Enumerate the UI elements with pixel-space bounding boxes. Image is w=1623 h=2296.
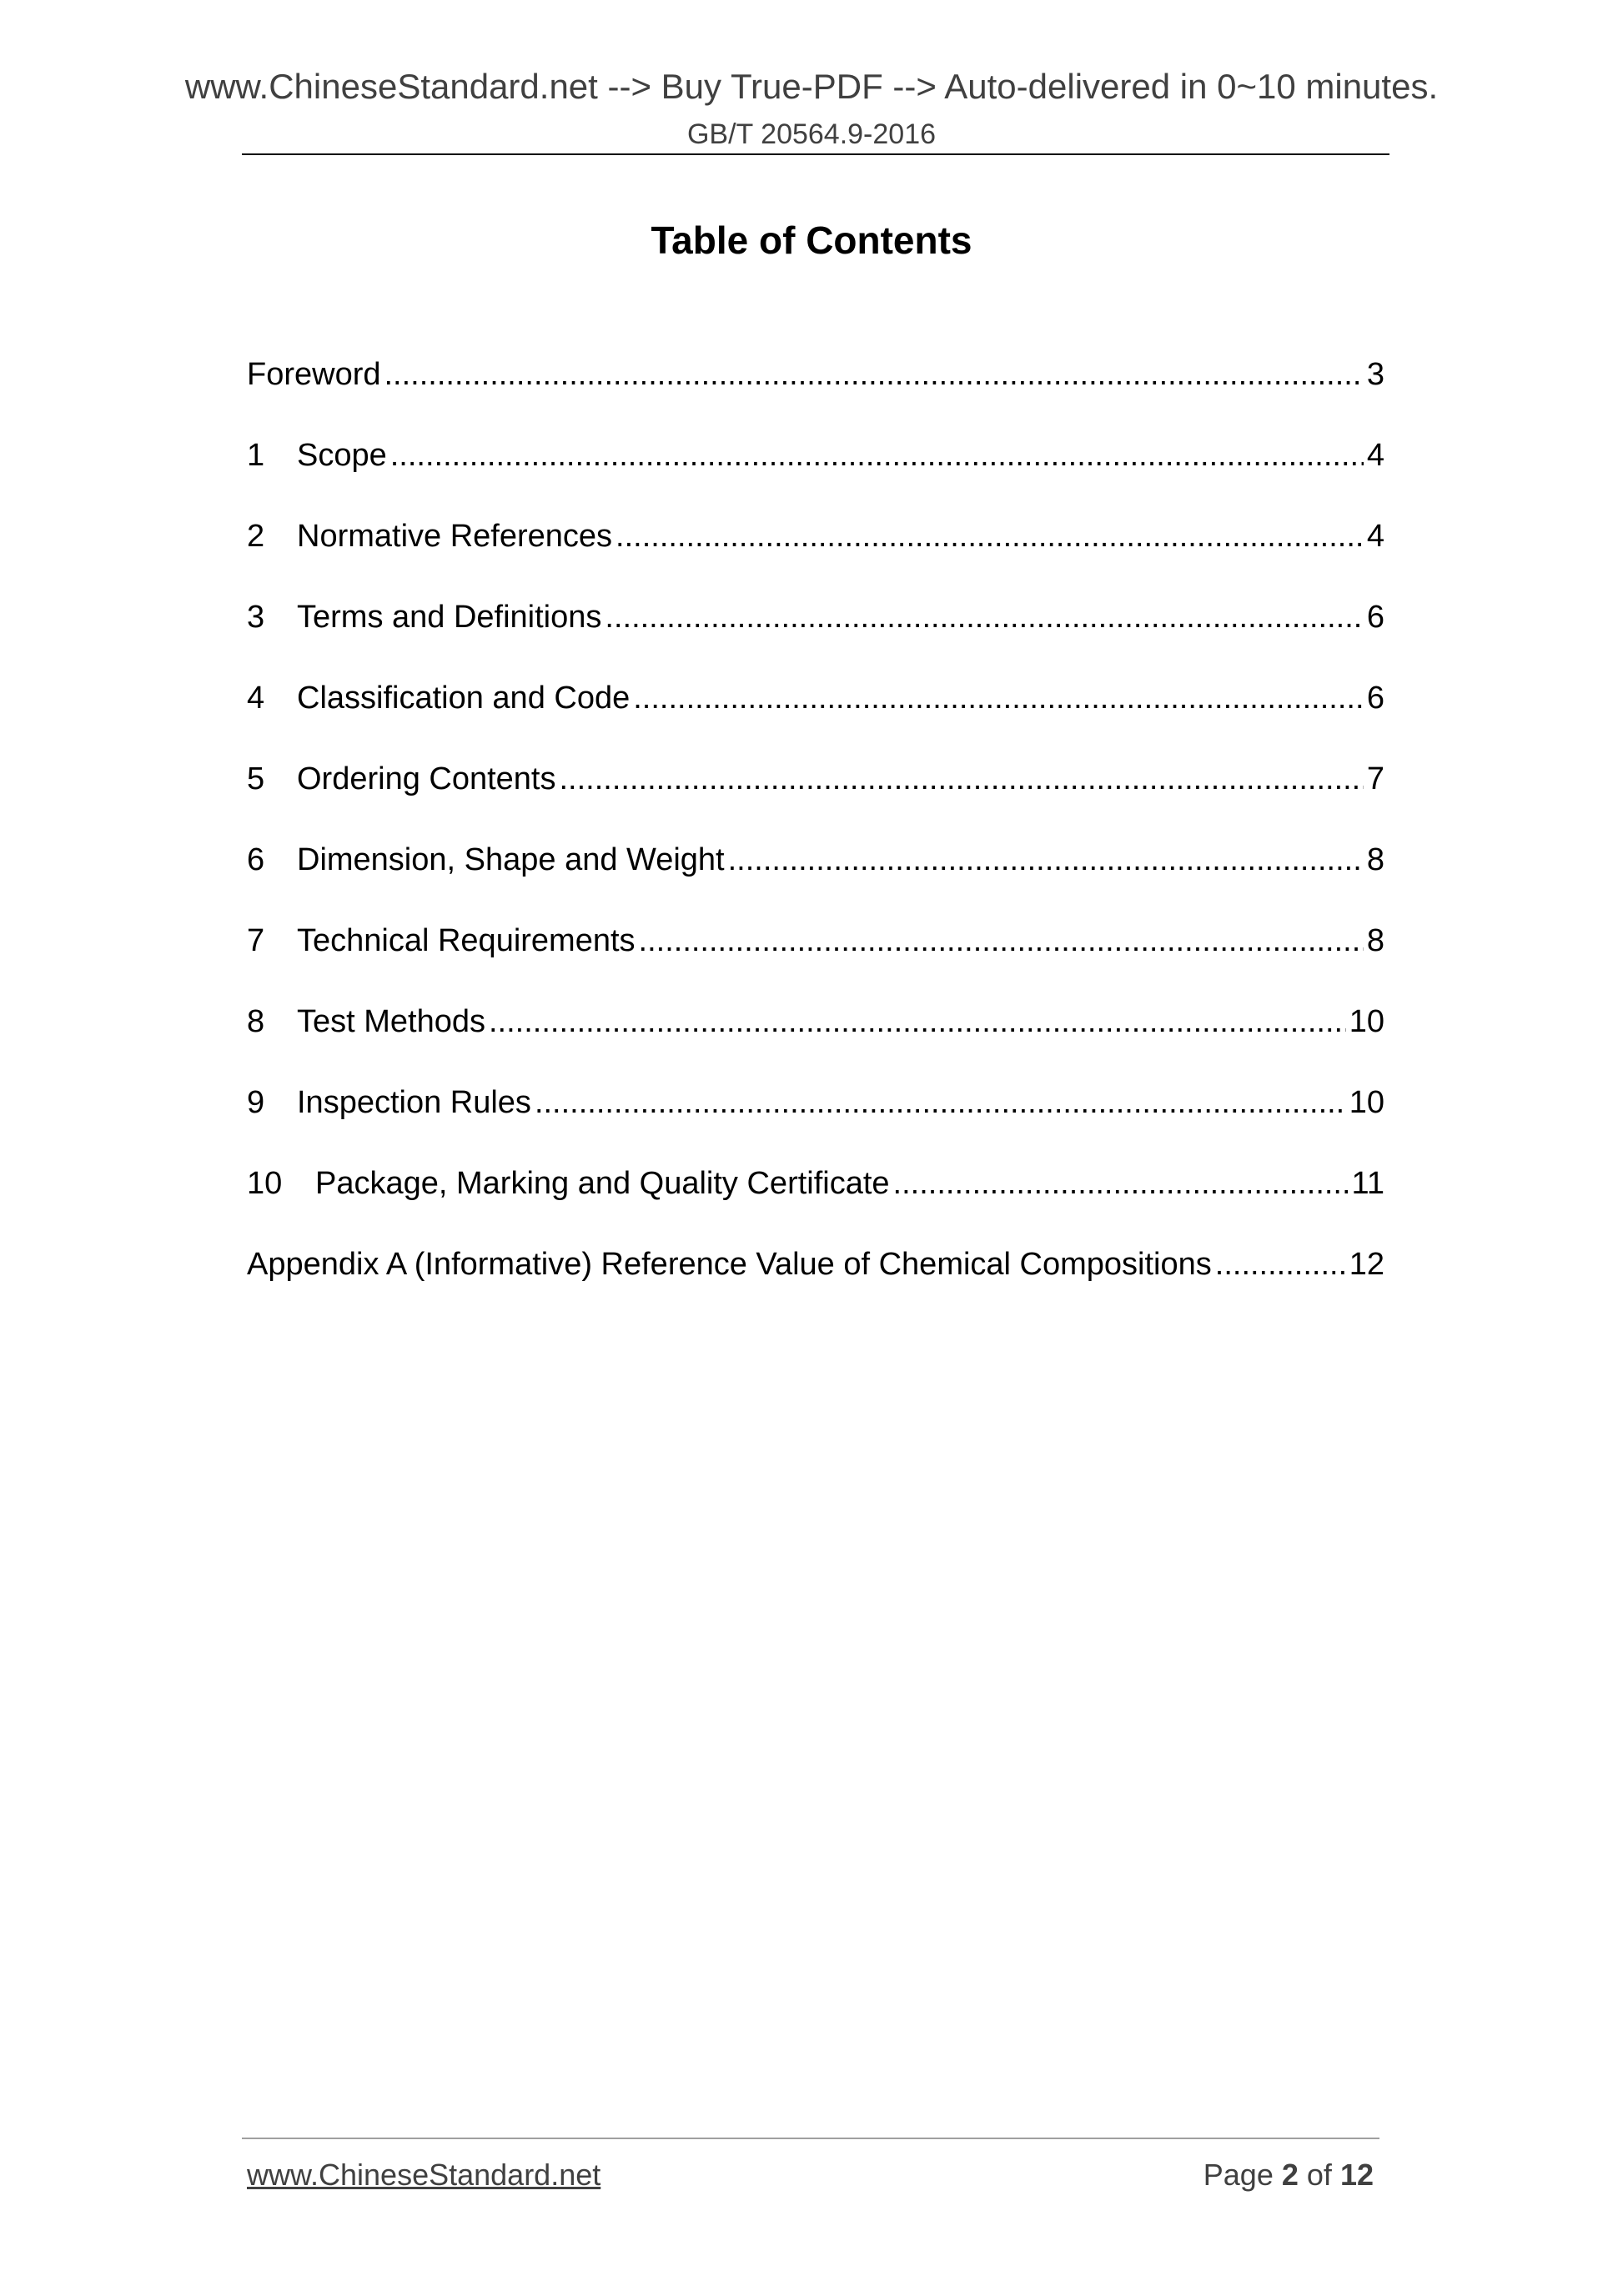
toc-leader-dots: [390, 432, 1364, 479]
toc-entry-normative-references[interactable]: [247, 513, 1384, 594]
toc-entry-label: Test Methods: [297, 1004, 485, 1039]
toc-leader-dots: [560, 756, 1364, 802]
toc-entry-page: 3: [1366, 357, 1384, 392]
toc-leader-dots: [1215, 1241, 1346, 1288]
toc-entry-page: 6: [1366, 681, 1384, 716]
toc-leader-dots: [605, 594, 1363, 641]
toc-entry-number: 8: [247, 1004, 265, 1039]
toc-entry-label: Appendix A (Informative) Reference Value of Chemical Compositions: [247, 1247, 1212, 1282]
page-total: 12: [1339, 2158, 1374, 2192]
toc-entry-label: Inspection Rules: [297, 1085, 531, 1120]
page-number: [1203, 2155, 1374, 2195]
header-divider: [242, 153, 1389, 155]
toc-entry-label: Terms and Definitions: [297, 600, 602, 635]
toc-entry-ordering-contents[interactable]: [247, 756, 1384, 837]
toc-entry-label: Dimension, Shape and Weight: [297, 842, 725, 877]
toc-entry-page: 4: [1366, 519, 1384, 554]
toc-entry-label: Normative References: [297, 519, 613, 554]
toc-entry-number: 2: [247, 519, 265, 554]
footer-divider: [242, 2138, 1379, 2139]
toc-leader-dots: [616, 513, 1364, 560]
toc-entry-foreword[interactable]: [247, 351, 1384, 432]
header-banner: www.ChineseStandard.net --> Buy True-PDF --> Auto-delivered in 0~10 minutes.: [184, 67, 1439, 106]
toc-entry-number: 6: [247, 842, 265, 877]
page-of: of: [1306, 2158, 1332, 2192]
toc-entry-page: 10: [1349, 1004, 1384, 1039]
toc-entry-inspection-rules[interactable]: [247, 1079, 1384, 1160]
toc-entry-label: Package, Marking and Quality Certificate: [315, 1166, 890, 1201]
toc-entry-number: 4: [247, 681, 265, 716]
toc-entry-page: 10: [1349, 1085, 1384, 1120]
toc-entry-number: 9: [247, 1085, 265, 1120]
footer-website-link[interactable]: www.ChineseStandard.net: [247, 2158, 601, 2192]
toc-entry-package-marking-certificate[interactable]: [247, 1160, 1384, 1241]
toc-entry-test-methods[interactable]: [247, 998, 1384, 1079]
document-code: GB/T 20564.9-2016: [686, 118, 937, 150]
toc-entry-number: 1: [247, 438, 265, 473]
toc-entry-terms-and-definitions[interactable]: [247, 594, 1384, 675]
toc-leader-dots: [893, 1160, 1349, 1207]
table-of-contents: [247, 351, 1384, 1322]
toc-entry-appendix-a[interactable]: [247, 1241, 1384, 1322]
toc-entry-label: Technical Requirements: [297, 923, 636, 958]
toc-entry-page: 7: [1366, 761, 1384, 796]
toc-leader-dots: [639, 917, 1364, 964]
toc-entry-number: 5: [247, 761, 265, 796]
toc-entry-page: 8: [1366, 923, 1384, 958]
toc-entry-number: 3: [247, 600, 265, 635]
toc-entry-classification-and-code[interactable]: [247, 675, 1384, 756]
toc-entry-technical-requirements[interactable]: [247, 917, 1384, 998]
toc-entry-page: 11: [1351, 1166, 1384, 1201]
toc-leader-dots: [384, 351, 1364, 398]
toc-entry-page: 8: [1366, 842, 1384, 877]
toc-leader-dots: [633, 675, 1364, 721]
page-prefix: Page: [1203, 2158, 1274, 2192]
toc-entry-label: Foreword: [247, 357, 381, 392]
toc-entry-scope[interactable]: [247, 432, 1384, 513]
toc-entry-number: 7: [247, 923, 265, 958]
toc-leader-dots: [489, 998, 1346, 1045]
toc-entry-page: 4: [1366, 438, 1384, 473]
toc-entry-label: Classification and Code: [297, 681, 631, 716]
toc-entry-page: 12: [1349, 1247, 1384, 1282]
page-title: Table of Contents: [651, 219, 972, 262]
toc-entry-label: Scope: [297, 438, 387, 473]
toc-entry-page: 6: [1366, 600, 1384, 635]
toc-leader-dots: [728, 837, 1364, 883]
toc-entry-number: 10: [247, 1166, 283, 1201]
toc-leader-dots: [535, 1079, 1346, 1126]
toc-entry-label: Ordering Contents: [297, 761, 556, 796]
toc-entry-dimension-shape-weight[interactable]: [247, 837, 1384, 917]
page-current: 2: [1281, 2158, 1299, 2192]
